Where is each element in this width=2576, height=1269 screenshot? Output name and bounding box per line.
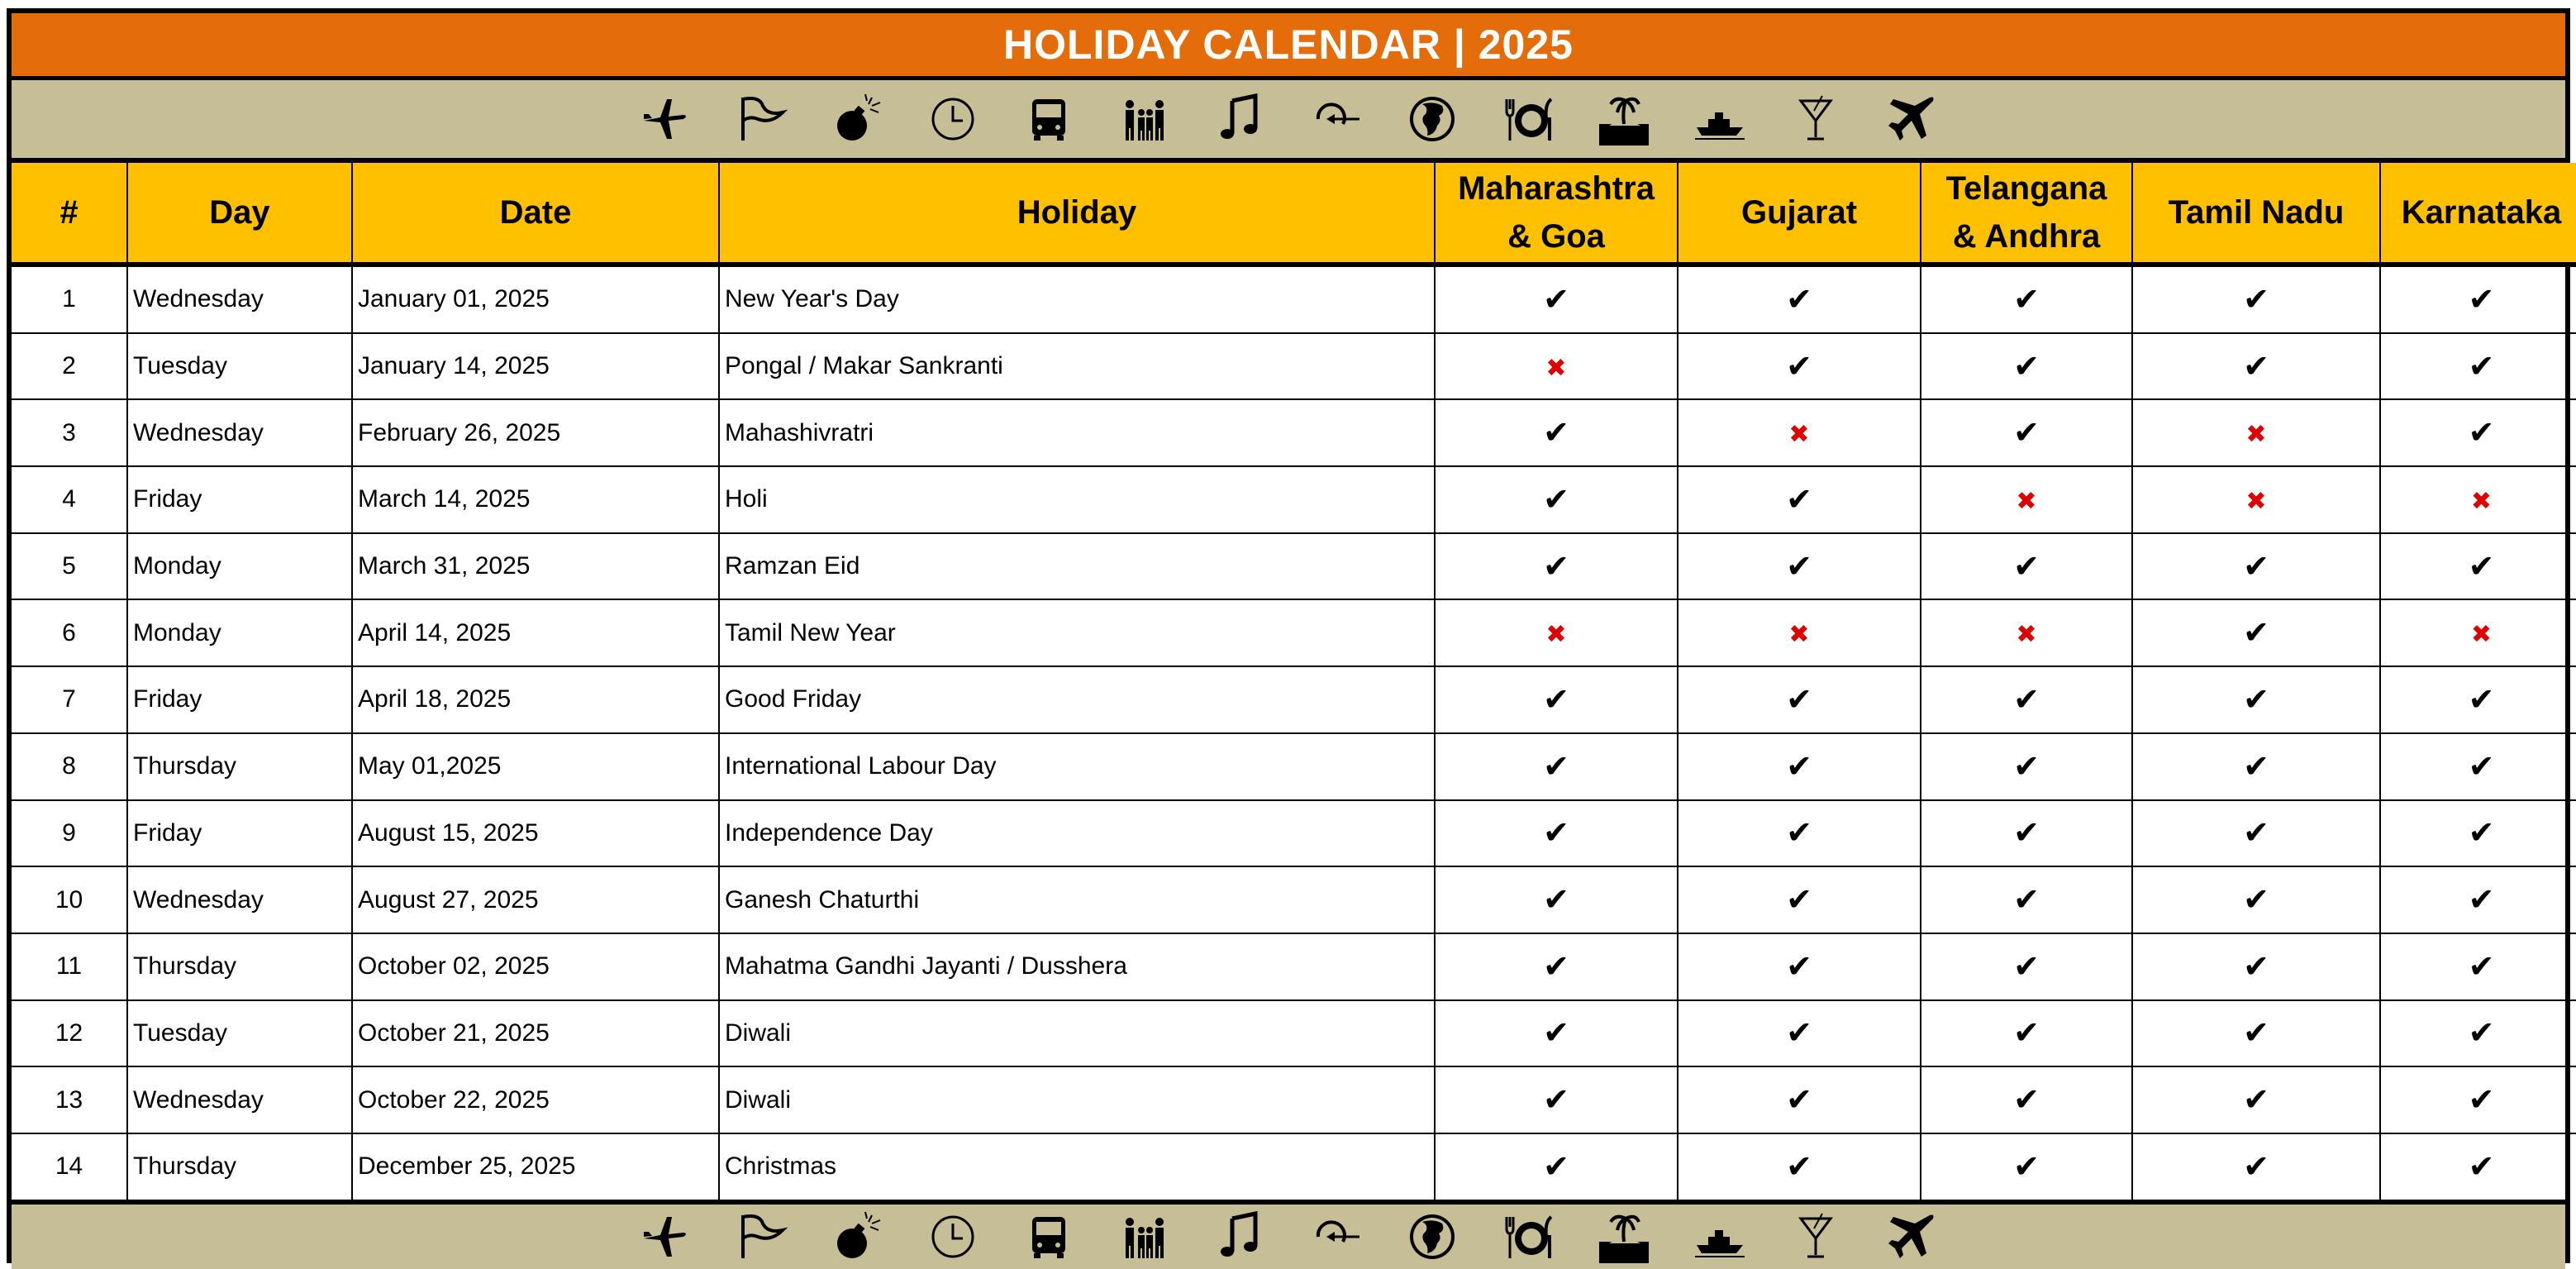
- calendar-title: HOLIDAY CALENDAR | 2025: [12, 13, 2565, 80]
- gujarat-status-cell: [1678, 533, 1921, 600]
- cross-icon: ✖: [1788, 420, 1810, 450]
- telangana-andhra-status-cell: [1921, 733, 2132, 800]
- cross-icon: ✖: [2470, 486, 2493, 516]
- checkmark-icon: ✔: [1786, 814, 1812, 852]
- checkmark-icon: ✔: [1543, 280, 1569, 317]
- row-number-cell: 4: [12, 466, 127, 533]
- row-number-cell: 1: [12, 265, 127, 333]
- checkmark-icon: ✔: [2243, 614, 2269, 651]
- spinning-top-icon: [1310, 1210, 1363, 1263]
- row-number-cell: 8: [12, 733, 127, 800]
- table-row: [12, 466, 2576, 533]
- holiday-table: [12, 163, 2576, 1200]
- holiday-name-cell: Mahashivratri: [719, 399, 1435, 466]
- clock-icon: [926, 1210, 979, 1263]
- table-row: [12, 866, 2576, 933]
- column-header-tamil-nadu: Tamil Nadu: [2132, 163, 2380, 265]
- maharashtra-goa-status-cell: [1435, 733, 1678, 800]
- table-row: [12, 1000, 2576, 1067]
- row-number-cell: 11: [12, 933, 127, 1000]
- date-cell: March 31, 2025: [352, 533, 719, 600]
- checkmark-icon: ✔: [2243, 747, 2269, 785]
- date-cell: February 26, 2025: [352, 399, 719, 466]
- ship-icon: [1693, 93, 1746, 146]
- cross-icon: ✖: [1788, 620, 1810, 650]
- table-row: [12, 1133, 2576, 1200]
- checkmark-icon: ✔: [2013, 414, 2040, 451]
- telangana-andhra-status-cell: [1921, 1133, 2132, 1200]
- gujarat-status-cell: [1678, 866, 1921, 933]
- checkmark-icon: ✔: [2013, 947, 2040, 985]
- holiday-name-cell: Mahatma Gandhi Jayanti / Dusshera: [719, 933, 1435, 1000]
- checkmark-icon: ✔: [1786, 680, 1812, 718]
- holiday-name-cell: Diwali: [719, 1066, 1435, 1133]
- checkmark-icon: ✔: [2013, 1014, 2040, 1052]
- checkmark-icon: ✔: [2243, 1147, 2269, 1185]
- row-number-cell: 14: [12, 1133, 127, 1200]
- bus-icon: [1022, 1210, 1075, 1263]
- checkmark-icon: ✔: [2243, 881, 2269, 918]
- telangana-andhra-status-cell: [1921, 866, 2132, 933]
- karnataka-status-cell: [2380, 533, 2576, 600]
- date-cell: October 22, 2025: [352, 1066, 719, 1133]
- karnataka-status-cell: [2380, 1133, 2576, 1200]
- gujarat-status-cell: [1678, 265, 1921, 333]
- karnataka-status-cell: [2380, 800, 2576, 867]
- row-number-cell: 5: [12, 533, 127, 600]
- telangana-andhra-status-cell: [1921, 1066, 2132, 1133]
- checkmark-icon: ✔: [2243, 680, 2269, 718]
- icon-strip-top: [12, 80, 2565, 163]
- checkmark-icon: ✔: [2013, 547, 2040, 584]
- holiday-name-cell: Christmas: [719, 1133, 1435, 1200]
- music-note-icon: [1214, 93, 1267, 146]
- family-icon: [1118, 1210, 1171, 1263]
- checkmark-icon: ✔: [2243, 947, 2269, 985]
- table-body: [12, 265, 2576, 1200]
- tamil-nadu-status-cell: [2132, 265, 2380, 333]
- checkmark-icon: ✔: [1786, 747, 1812, 785]
- checkmark-icon: ✔: [2013, 1147, 2040, 1185]
- holiday-name-cell: Tamil New Year: [719, 599, 1435, 666]
- day-cell: Friday: [127, 800, 352, 867]
- table-row: [12, 733, 2576, 800]
- globe-icon: [1406, 1210, 1459, 1263]
- checkmark-icon: ✔: [1786, 1014, 1812, 1052]
- checkmark-icon: ✔: [2243, 1081, 2269, 1119]
- maharashtra-goa-status-cell: [1435, 1000, 1678, 1067]
- checkmark-icon: ✔: [2013, 280, 2040, 317]
- telangana-andhra-status-cell: [1921, 800, 2132, 867]
- bus-icon: [1022, 93, 1075, 146]
- day-cell: Wednesday: [127, 399, 352, 466]
- checkmark-icon: ✔: [1543, 480, 1569, 518]
- spinning-top-icon: [1310, 93, 1363, 146]
- cross-icon: ✖: [2245, 420, 2267, 450]
- date-cell: December 25, 2025: [352, 1133, 719, 1200]
- tamil-nadu-status-cell: [2132, 1133, 2380, 1200]
- karnataka-status-cell: [2380, 866, 2576, 933]
- column-header-holiday: Holiday: [719, 163, 1435, 265]
- airplane-icon: [639, 93, 692, 146]
- karnataka-status-cell: [2380, 666, 2576, 733]
- day-cell: Wednesday: [127, 1066, 352, 1133]
- music-note-icon: [1214, 1210, 1267, 1263]
- karnataka-status-cell: [2380, 399, 2576, 466]
- table-row: [12, 1066, 2576, 1133]
- date-cell: August 27, 2025: [352, 866, 719, 933]
- flag-icon: [735, 93, 788, 146]
- ship-icon: [1693, 1210, 1746, 1263]
- maharashtra-goa-status-cell: [1435, 399, 1678, 466]
- airplane-icon: [639, 1210, 692, 1263]
- checkmark-icon: ✔: [1786, 280, 1812, 317]
- tamil-nadu-status-cell: [2132, 466, 2380, 533]
- bomb-icon: [831, 93, 883, 146]
- island-icon: [1598, 1210, 1650, 1263]
- row-number-cell: 10: [12, 866, 127, 933]
- telangana-andhra-status-cell: [1921, 933, 2132, 1000]
- cross-icon: ✖: [1545, 620, 1567, 650]
- checkmark-icon: ✔: [1786, 480, 1812, 518]
- checkmark-icon: ✔: [2468, 747, 2495, 785]
- table-row: [12, 599, 2576, 666]
- checkmark-icon: ✔: [2468, 680, 2495, 718]
- gujarat-status-cell: [1678, 666, 1921, 733]
- gujarat-status-cell: [1678, 466, 1921, 533]
- karnataka-status-cell: [2380, 466, 2576, 533]
- tamil-nadu-status-cell: [2132, 399, 2380, 466]
- checkmark-icon: ✔: [1543, 414, 1569, 451]
- day-cell: Friday: [127, 466, 352, 533]
- checkmark-icon: ✔: [1786, 947, 1812, 985]
- day-cell: Monday: [127, 599, 352, 666]
- maharashtra-goa-status-cell: [1435, 265, 1678, 333]
- date-cell: October 21, 2025: [352, 1000, 719, 1067]
- maharashtra-goa-status-cell: [1435, 333, 1678, 400]
- table-row: [12, 533, 2576, 600]
- karnataka-status-cell: [2380, 1066, 2576, 1133]
- tamil-nadu-status-cell: [2132, 800, 2380, 867]
- checkmark-icon: ✔: [2013, 881, 2040, 918]
- checkmark-icon: ✔: [1543, 881, 1569, 918]
- day-cell: Thursday: [127, 1133, 352, 1200]
- holiday-name-cell: International Labour Day: [719, 733, 1435, 800]
- maharashtra-goa-status-cell: [1435, 866, 1678, 933]
- checkmark-icon: ✔: [1786, 1081, 1812, 1119]
- column-header-maharashtra-goa: Maharashtra & Goa: [1435, 163, 1678, 265]
- row-number-cell: 6: [12, 599, 127, 666]
- maharashtra-goa-status-cell: [1435, 800, 1678, 867]
- gujarat-status-cell: [1678, 733, 1921, 800]
- checkmark-icon: ✔: [1543, 1014, 1569, 1052]
- holiday-name-cell: New Year's Day: [719, 265, 1435, 333]
- date-cell: January 01, 2025: [352, 265, 719, 333]
- maharashtra-goa-status-cell: [1435, 466, 1678, 533]
- checkmark-icon: ✔: [1543, 547, 1569, 584]
- gujarat-status-cell: [1678, 1066, 1921, 1133]
- gujarat-status-cell: [1678, 333, 1921, 400]
- table-header-row: [12, 163, 2576, 265]
- column-header-date: Date: [352, 163, 719, 265]
- tamil-nadu-status-cell: [2132, 599, 2380, 666]
- bomb-icon: [831, 1210, 883, 1263]
- dining-icon: [1502, 93, 1555, 146]
- tamil-nadu-status-cell: [2132, 666, 2380, 733]
- jet-icon: [1885, 1210, 1938, 1263]
- checkmark-icon: ✔: [2468, 547, 2495, 584]
- family-icon: [1118, 93, 1171, 146]
- tamil-nadu-status-cell: [2132, 733, 2380, 800]
- karnataka-status-cell: [2380, 599, 2576, 666]
- checkmark-icon: ✔: [2468, 1081, 2495, 1119]
- clock-icon: [926, 93, 979, 146]
- maharashtra-goa-status-cell: [1435, 599, 1678, 666]
- day-cell: Thursday: [127, 733, 352, 800]
- checkmark-icon: ✔: [2468, 947, 2495, 985]
- gujarat-status-cell: [1678, 933, 1921, 1000]
- row-number-cell: 13: [12, 1066, 127, 1133]
- holiday-name-cell: Holi: [719, 466, 1435, 533]
- cross-icon: ✖: [2470, 620, 2493, 650]
- gujarat-status-cell: [1678, 399, 1921, 466]
- checkmark-icon: ✔: [1543, 947, 1569, 985]
- checkmark-icon: ✔: [2468, 280, 2495, 317]
- checkmark-icon: ✔: [2243, 280, 2269, 317]
- checkmark-icon: ✔: [2468, 347, 2495, 384]
- maharashtra-goa-status-cell: [1435, 933, 1678, 1000]
- dining-icon: [1502, 1210, 1555, 1263]
- day-cell: Friday: [127, 666, 352, 733]
- checkmark-icon: ✔: [2013, 680, 2040, 718]
- checkmark-icon: ✔: [2013, 1081, 2040, 1119]
- checkmark-icon: ✔: [2468, 814, 2495, 852]
- telangana-andhra-status-cell: [1921, 399, 2132, 466]
- karnataka-status-cell: [2380, 933, 2576, 1000]
- checkmark-icon: ✔: [1543, 1147, 1569, 1185]
- day-cell: Tuesday: [127, 333, 352, 400]
- checkmark-icon: ✔: [1543, 680, 1569, 718]
- table-row: [12, 666, 2576, 733]
- island-icon: [1598, 93, 1650, 146]
- tamil-nadu-status-cell: [2132, 866, 2380, 933]
- tamil-nadu-status-cell: [2132, 1000, 2380, 1067]
- date-cell: April 18, 2025: [352, 666, 719, 733]
- checkmark-icon: ✔: [1543, 814, 1569, 852]
- date-cell: May 01,2025: [352, 733, 719, 800]
- karnataka-status-cell: [2380, 333, 2576, 400]
- holiday-calendar-sheet: [7, 8, 2570, 1263]
- tamil-nadu-status-cell: [2132, 1066, 2380, 1133]
- table-row: [12, 800, 2576, 867]
- row-number-cell: 2: [12, 333, 127, 400]
- holiday-name-cell: Good Friday: [719, 666, 1435, 733]
- holiday-name-cell: Diwali: [719, 1000, 1435, 1067]
- date-cell: October 02, 2025: [352, 933, 719, 1000]
- checkmark-icon: ✔: [2468, 881, 2495, 918]
- telangana-andhra-status-cell: [1921, 599, 2132, 666]
- checkmark-icon: ✔: [2243, 1014, 2269, 1052]
- checkmark-icon: ✔: [2243, 347, 2269, 384]
- cross-icon: ✖: [2016, 620, 2037, 650]
- cocktail-icon: [1789, 1210, 1842, 1263]
- row-number-cell: 9: [12, 800, 127, 867]
- column-header-karnataka: Karnataka: [2380, 163, 2576, 265]
- telangana-andhra-status-cell: [1921, 666, 2132, 733]
- icon-strip-bottom: [12, 1200, 2565, 1269]
- table-row: [12, 265, 2576, 333]
- column-header-number: #: [12, 163, 127, 265]
- day-cell: Tuesday: [127, 1000, 352, 1067]
- checkmark-icon: ✔: [1543, 1081, 1569, 1119]
- holiday-name-cell: Ramzan Eid: [719, 533, 1435, 600]
- flag-icon: [735, 1210, 788, 1263]
- table-row: [12, 399, 2576, 466]
- cross-icon: ✖: [2016, 486, 2037, 516]
- day-cell: Wednesday: [127, 866, 352, 933]
- tamil-nadu-status-cell: [2132, 533, 2380, 600]
- telangana-andhra-status-cell: [1921, 533, 2132, 600]
- gujarat-status-cell: [1678, 1000, 1921, 1067]
- checkmark-icon: ✔: [1786, 547, 1812, 584]
- gujarat-status-cell: [1678, 800, 1921, 867]
- maharashtra-goa-status-cell: [1435, 1066, 1678, 1133]
- tamil-nadu-status-cell: [2132, 333, 2380, 400]
- row-number-cell: 7: [12, 666, 127, 733]
- cross-icon: ✖: [1545, 353, 1567, 383]
- date-cell: April 14, 2025: [352, 599, 719, 666]
- checkmark-icon: ✔: [2468, 1014, 2495, 1052]
- checkmark-icon: ✔: [1786, 881, 1812, 918]
- checkmark-icon: ✔: [2243, 547, 2269, 584]
- telangana-andhra-status-cell: [1921, 466, 2132, 533]
- day-cell: Thursday: [127, 933, 352, 1000]
- checkmark-icon: ✔: [1786, 1147, 1812, 1185]
- maharashtra-goa-status-cell: [1435, 533, 1678, 600]
- globe-icon: [1406, 93, 1459, 146]
- checkmark-icon: ✔: [2013, 347, 2040, 384]
- jet-icon: [1885, 93, 1938, 146]
- checkmark-icon: ✔: [2013, 747, 2040, 785]
- maharashtra-goa-status-cell: [1435, 666, 1678, 733]
- column-header-day: Day: [127, 163, 352, 265]
- cross-icon: ✖: [2245, 486, 2267, 516]
- telangana-andhra-status-cell: [1921, 333, 2132, 400]
- karnataka-status-cell: [2380, 1000, 2576, 1067]
- table-row: [12, 333, 2576, 400]
- cocktail-icon: [1789, 93, 1842, 146]
- karnataka-status-cell: [2380, 733, 2576, 800]
- row-number-cell: 3: [12, 399, 127, 466]
- checkmark-icon: ✔: [2243, 814, 2269, 852]
- holiday-name-cell: Pongal / Makar Sankranti: [719, 333, 1435, 400]
- column-header-gujarat: Gujarat: [1678, 163, 1921, 265]
- checkmark-icon: ✔: [1786, 347, 1812, 384]
- date-cell: August 15, 2025: [352, 800, 719, 867]
- day-cell: Wednesday: [127, 265, 352, 333]
- holiday-name-cell: Ganesh Chaturthi: [719, 866, 1435, 933]
- gujarat-status-cell: [1678, 1133, 1921, 1200]
- date-cell: March 14, 2025: [352, 466, 719, 533]
- telangana-andhra-status-cell: [1921, 265, 2132, 333]
- row-number-cell: 12: [12, 1000, 127, 1067]
- date-cell: January 14, 2025: [352, 333, 719, 400]
- maharashtra-goa-status-cell: [1435, 1133, 1678, 1200]
- day-cell: Monday: [127, 533, 352, 600]
- checkmark-icon: ✔: [2013, 814, 2040, 852]
- tamil-nadu-status-cell: [2132, 933, 2380, 1000]
- table-row: [12, 933, 2576, 1000]
- checkmark-icon: ✔: [2468, 1147, 2495, 1185]
- checkmark-icon: ✔: [1543, 747, 1569, 785]
- column-header-telangana-andhra: Telangana & Andhra: [1921, 163, 2132, 265]
- gujarat-status-cell: [1678, 599, 1921, 666]
- checkmark-icon: ✔: [2468, 414, 2495, 451]
- karnataka-status-cell: [2380, 265, 2576, 333]
- holiday-name-cell: Independence Day: [719, 800, 1435, 867]
- telangana-andhra-status-cell: [1921, 1000, 2132, 1067]
